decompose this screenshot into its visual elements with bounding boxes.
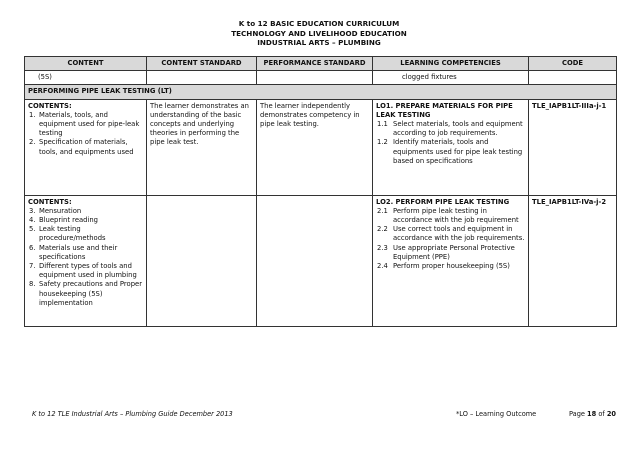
content-standard-cell [147,195,257,326]
item-text: Safety precautions and Proper housekeeping (5S) implementation [39,280,142,307]
list-item [28,207,143,216]
page-current: 18 [587,410,597,418]
contents-label: CONTENTS: [28,101,72,110]
page-number [569,410,616,418]
col-header-learning-competencies: LEARNING COMPETENCIES [373,57,529,71]
item-text: Materials, tools, and equipment used for pipe-leak testing [39,110,140,138]
learning-outcome-title: LO1. PREPARE MATERIALS FOR PIPE LEAK TESTING [376,101,513,119]
table-row [25,195,617,326]
item-number: 2.2 [377,225,388,234]
competencies-cell [373,99,529,195]
col-header-performance-standard: PERFORMANCE STANDARD [257,57,373,71]
list-item [376,244,525,262]
performance-standard-cell [257,195,373,326]
contents-list [28,111,143,157]
carry-content-cell [25,71,147,85]
item-number: 2.1 [377,206,388,215]
carry-empty-cell [257,71,373,85]
carry-competency-cell [373,71,529,85]
col-header-content: CONTENT [25,57,147,71]
item-number: 1.1 [377,120,388,129]
col-header-code: CODE [529,57,617,71]
table-row-carryover [25,71,617,85]
item-text: Use appropriate Personal Protective Equipment (PPE) [393,243,515,261]
carry-content: (5S) [38,73,52,82]
item-text: Different types of tools and equipment used in plumbing [39,262,137,280]
curriculum-table [24,56,617,327]
list-item [376,120,525,138]
item-number: 5. [29,225,36,234]
header-line-2: TECHNOLOGY AND LIVELIHOOD EDUCATION [231,28,407,38]
page-of: of [598,410,605,418]
list-item [376,225,525,243]
section-title: PERFORMING PIPE LEAK TESTING (LT) [25,85,617,99]
page-prefix: Page [568,410,585,418]
table-row [25,99,617,195]
item-number: 4. [29,216,36,225]
list-item [28,111,143,139]
content-standard-cell: The learner demonstrates an understanding of the basic concepts and underlying theories in performing the pipe leak test. [147,99,257,195]
list-item [376,262,525,271]
item-text: Perform proper housekeeping (5S) [393,262,510,271]
code-cell: TLE_IAPB1LT-IVa-j-2 [529,195,617,326]
list-item [28,244,143,262]
item-text: Mensuration [39,206,82,215]
list-item [28,280,143,308]
contents-list [28,207,143,308]
item-number: 6. [29,243,36,252]
code-cell: TLE_IAPB1LT-IIIa-j-1 [529,99,617,195]
competencies-cell [373,195,529,326]
competency-list [376,120,525,166]
page-total: 20 [606,410,616,418]
item-text: Select materials, tools and equipment according to job requirements. [393,120,523,138]
competency-list [376,207,525,271]
learning-outcome-title: LO2. PERFORM PIPE LEAK TESTING [376,197,510,206]
carry-empty-cell [147,71,257,85]
list-item [28,216,143,225]
list-item [28,225,143,243]
document-header [0,19,638,48]
section-row [25,85,617,99]
item-number: 7. [29,262,36,271]
item-text: Specification of materials, tools, and equipments used [39,138,134,156]
item-text: Use correct tools and equipment in accordance with the job requirements. [393,225,525,243]
item-number: 2.3 [377,243,388,252]
item-text: Blueprint reading [39,216,98,225]
item-text: Identify materials, tools and equipments used for pipe leak testing based on specifications [393,138,523,165]
content-cell [25,195,147,326]
performance-standard-cell: The learner independently demonstrates competency in pipe leak testing. [257,99,373,195]
content-cell [25,99,147,195]
item-text: Leak testing procedure/methods [39,225,106,243]
table-header-row [25,57,617,71]
item-number: 1.2 [377,138,388,147]
item-number: 1. [29,110,36,119]
item-text: Perform pipe leak testing in accordance with the job requirement [393,206,519,225]
footer-guide-title: K to 12 TLE Industrial Arts – Plumbing Guide December 2013 [32,410,233,418]
col-header-content-standard: CONTENT STANDARD [147,57,257,71]
item-number: 8. [29,280,36,289]
footer-lo-note: *LO – Learning Outcome [456,410,537,418]
item-text: Materials use and their specifications [39,243,118,261]
item-number: 2.4 [377,262,388,271]
list-item [28,262,143,280]
carry-empty-cell [529,71,617,85]
carry-competency: clogged fixtures [402,73,457,82]
list-item [376,138,525,166]
header-line-1: K to 12 BASIC EDUCATION CURRICULUM [238,19,400,28]
list-item [28,138,143,156]
item-number: 3. [29,206,36,215]
list-item [376,207,525,225]
item-number: 2. [29,138,36,147]
contents-label: CONTENTS: [28,197,72,206]
header-line-3: INDUSTRIAL ARTS – PLUMBING [257,38,381,47]
